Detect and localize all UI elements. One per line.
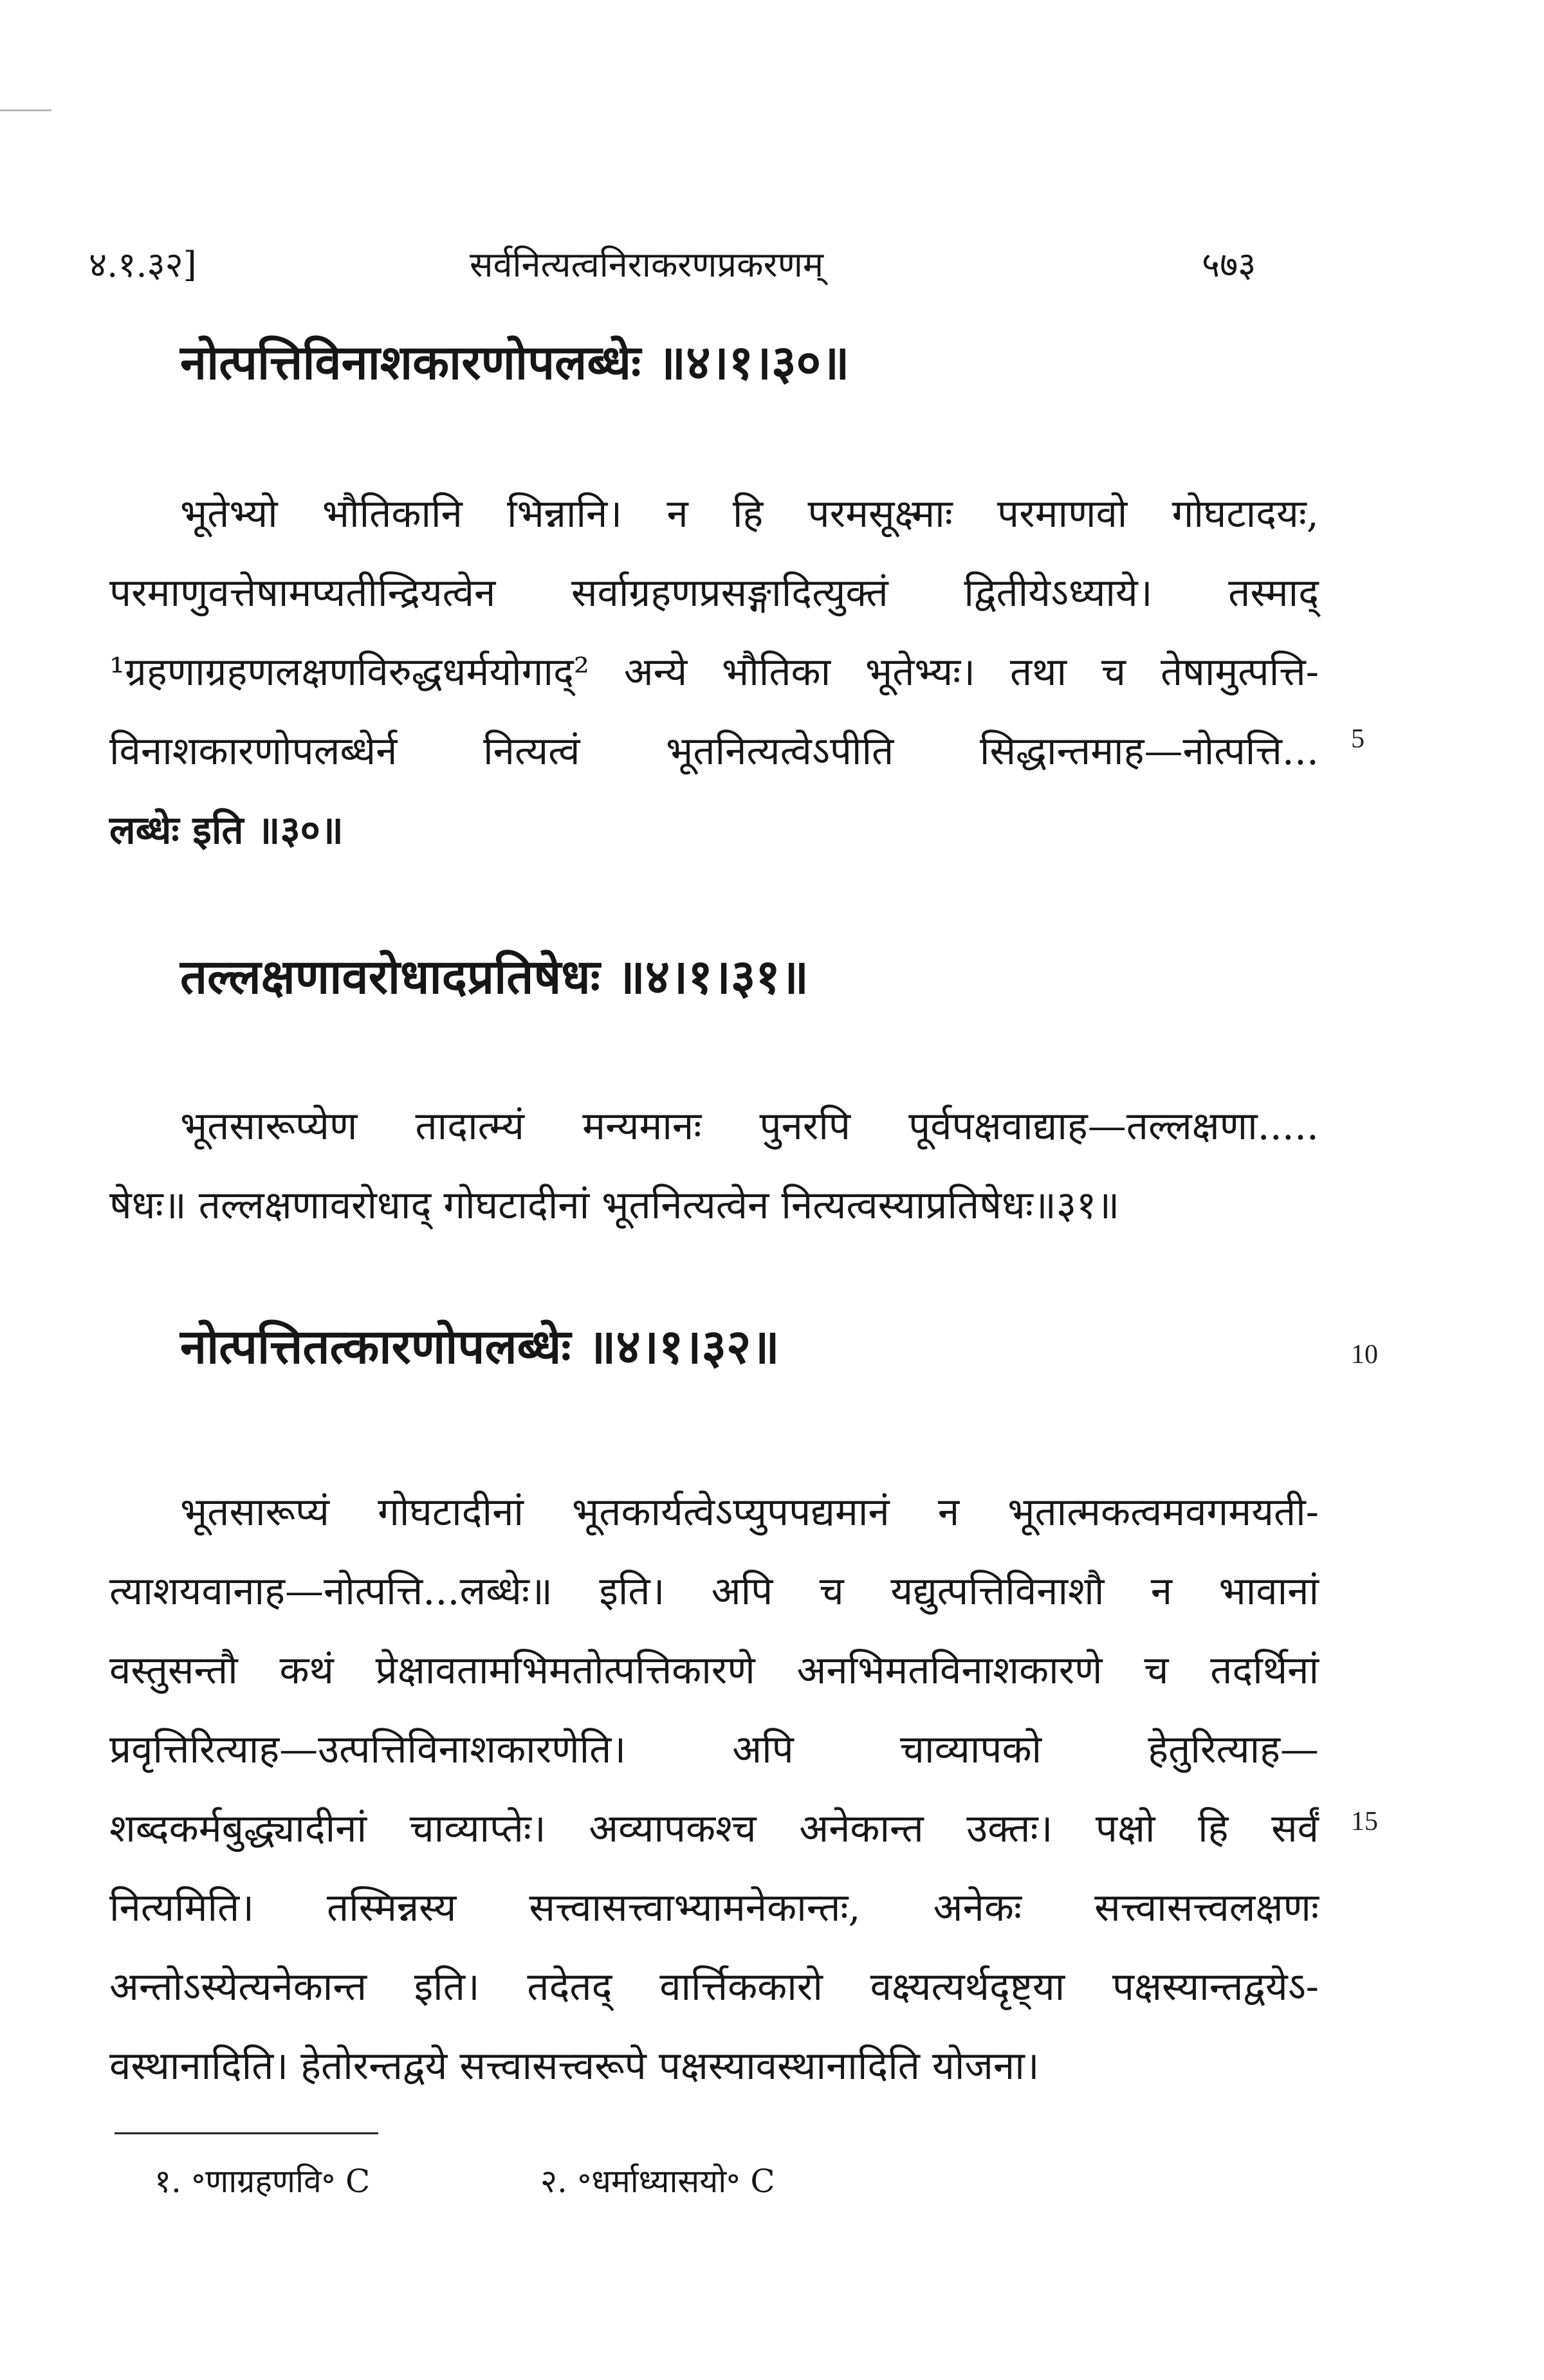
commentary-line: विनाशकारणोपलब्धेर्न नित्यत्वं भूतनित्यत्वेऽपीति सिद्धान्तमाह—नोत्पत्ति... bbox=[109, 729, 1319, 774]
commentary-line: शब्दकर्मबुद्ध्यादीनां चाव्याप्तेः। अव्यापकश्च अनेकान्त उक्तः। पक्षो हि सर्वं bbox=[109, 1806, 1319, 1851]
commentary-line: नित्यमिति। तस्मिन्नस्य सत्त्वासत्त्वाभ्यामनेकान्तः, अनेकः सत्त्वासत्त्वलक्षणः bbox=[109, 1885, 1319, 1930]
commentary-line: अन्तोऽस्येत्यनेकान्त इति। तदेतद् वार्त्तिककारो वक्ष्यत्यर्थदृष्ट्या पक्षस्यान्तद्वयेऽ- bbox=[109, 1964, 1319, 2009]
commentary-32 bbox=[109, 1473, 1319, 2106]
commentary-line: भूतसारूप्येण तादात्म्यं मन्यमानः पुनरपि पूर्वपक्षवाद्याह—तल्लक्षणा..... bbox=[180, 1104, 1319, 1149]
header-section-ref: ४.१.३२] bbox=[89, 244, 197, 285]
line-number-10: 10 bbox=[1351, 1340, 1378, 1369]
commentary-line: लब्धेः इति ॥३०॥ bbox=[109, 808, 344, 853]
commentary-line: परमाणुवत्तेषामप्यतीन्द्रियत्वेन सर्वाग्रहणप्रसङ्गादित्युक्तं द्वितीयेऽध्याये। तस्माद् bbox=[109, 571, 1319, 616]
commentary-line: त्याशयवानाह—नोत्पत्ति...लब्धेः॥ इति। अपि च यद्युत्पत्तिविनाशौ न भावानां bbox=[109, 1569, 1319, 1614]
commentary-line: वस्तुसन्तौ कथं प्रेक्षावतामभिमतोत्पत्तिकारणे अनभिमतविनाशकारणे च तदर्थिनां bbox=[109, 1648, 1319, 1693]
header-chapter-title: सर्वनित्यत्वनिराकरणप्रकरणम् bbox=[470, 244, 824, 285]
sutra-31: तल्लक्षणावरोधादप्रतिषेधः ॥४।१।३१॥ bbox=[180, 949, 809, 1005]
commentary-line: प्रवृत्तिरित्याह—उत्पत्तिविनाशकारणेति। अपि चाव्यापको हेतुरित्याह— bbox=[109, 1727, 1319, 1772]
commentary-line: षेधः॥ तल्लक्षणावरोधाद् गोघटादीनां भूतनित्यत्वेन नित्यत्वस्याप्रतिषेधः॥३१॥ bbox=[109, 1183, 1120, 1228]
commentary-line: वस्थानादिति। हेतोरन्तद्वये सत्त्वासत्त्वरूपे पक्षस्यावस्थानादिति योजना। bbox=[109, 2044, 1040, 2089]
commentary-line: ¹ग्रहणाग्रहणलक्षणविरुद्धधर्मयोगाद्² अन्ये भौतिका भूतेभ्यः। तथा च तेषामुत्पत्ति- bbox=[109, 650, 1319, 695]
commentary-line: भूतसारूप्यं गोघटादीनां भूतकार्यत्वेऽप्युपपद्यमानं न भूतात्मकत्वमवगमयती- bbox=[180, 1490, 1319, 1535]
sutra-30: नोत्पत्तिविनाशकारणोपलब्धेः ॥४।१।३०॥ bbox=[180, 335, 850, 390]
commentary-30 bbox=[109, 475, 1319, 870]
page-number: ५७३ bbox=[1202, 244, 1256, 285]
sutra-32: नोत्पत्तितत्कारणोपलब्धेः ॥४।१।३२॥ bbox=[180, 1319, 780, 1375]
commentary-31 bbox=[109, 1087, 1319, 1245]
footnote-2: २. ॰धर्माध्यासयो॰ C bbox=[540, 2163, 775, 2200]
line-number-5: 5 bbox=[1351, 724, 1365, 754]
line-number-15: 15 bbox=[1351, 1807, 1378, 1836]
footnote-rule bbox=[115, 2132, 378, 2134]
scan-mark bbox=[0, 109, 51, 111]
running-header bbox=[0, 239, 1544, 291]
commentary-line: भूतेभ्यो भौतिकानि भिन्नानि। न हि परमसूक्ष्माः परमाणवो गोघटादयः, bbox=[180, 491, 1319, 536]
footnote-1: १. ॰णाग्रहणवि॰ C bbox=[154, 2163, 371, 2200]
